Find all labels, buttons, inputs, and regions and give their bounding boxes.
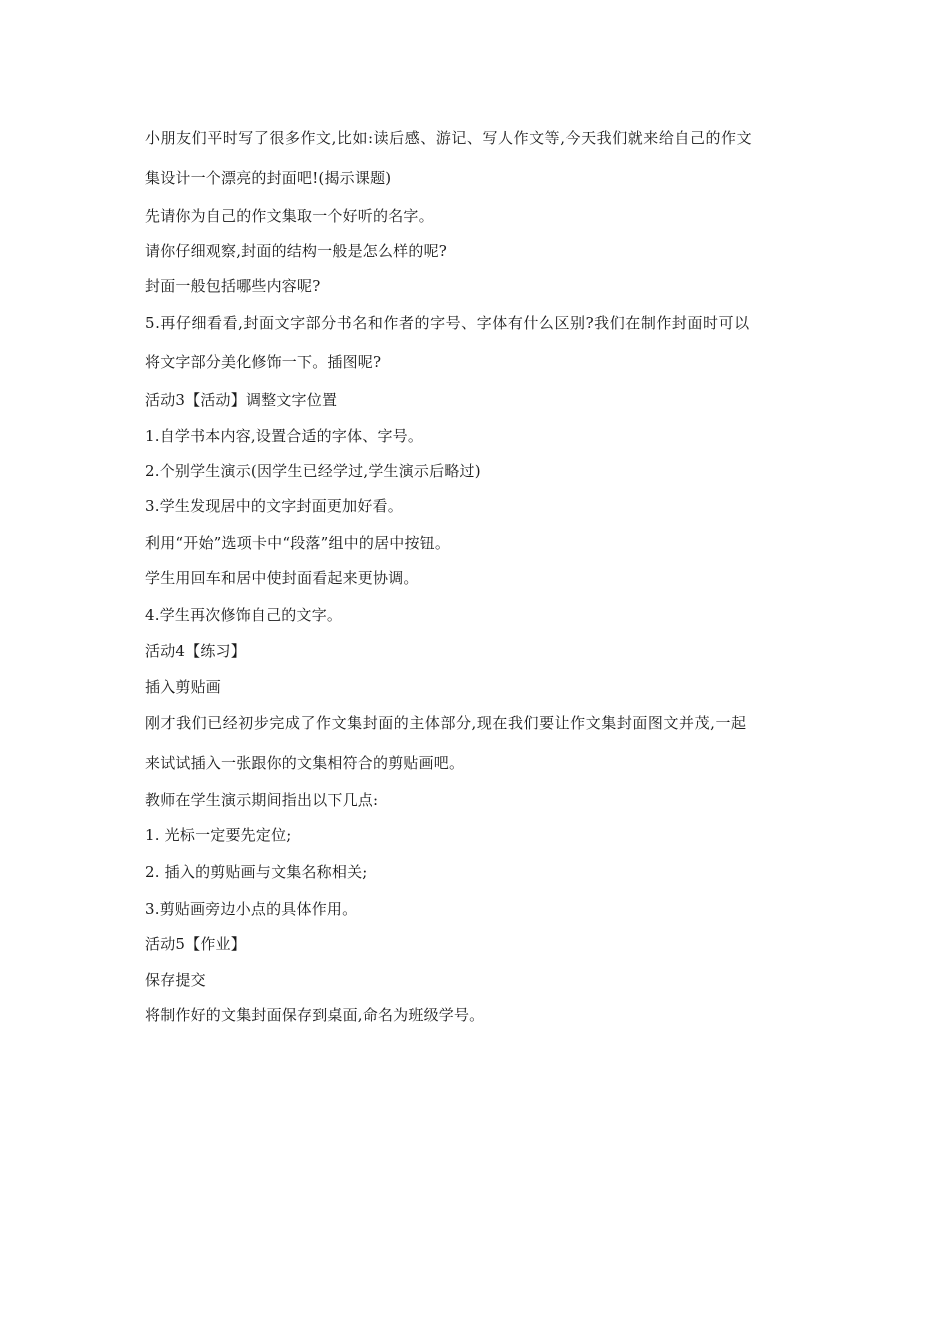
paragraph-item5-line-1: 5.再仔细看看,封面文字部分书名和作者的字号、字体有什么区别?我们在制作封面时可以: [145, 314, 750, 332]
subheading: 保存提交: [145, 971, 206, 989]
subheading: 插入剪贴画: [145, 678, 222, 696]
list-item: 2.个别学生演示(因学生已经学过,学生演示后略过): [145, 462, 481, 480]
text-line: 学生用回车和居中使封面看起来更协调。: [145, 569, 419, 587]
list-item: 3.剪贴画旁边小点的具体作用。: [145, 900, 358, 918]
text-line: 先请你为自己的作文集取一个好听的名字。: [145, 207, 434, 225]
list-item: 4.学生再次修饰自己的文字。: [145, 606, 343, 624]
section-heading-activity-5: 活动5【作业】: [145, 935, 246, 953]
list-item: 1. 光标一定要先定位;: [145, 826, 292, 844]
section-heading-activity-3: 活动3【活动】调整文字位置: [145, 391, 338, 409]
section-heading-activity-4: 活动4【练习】: [145, 642, 246, 660]
paragraph-clipart-line-2: 来试试插入一张跟你的文集相符合的剪贴画吧。: [145, 754, 465, 772]
text-line: 请你仔细观察,封面的结构一般是怎么样的呢?: [145, 242, 448, 260]
text-line: 将制作好的文集封面保存到桌面,命名为班级学号。: [145, 1006, 485, 1024]
text-line: 封面一般包括哪些内容呢?: [145, 277, 321, 295]
text-line: 教师在学生演示期间指出以下几点:: [145, 791, 379, 809]
list-item: 2. 插入的剪贴画与文集名称相关;: [145, 863, 368, 881]
paragraph-intro-line-2: 集设计一个漂亮的封面吧!(揭示课题): [145, 169, 392, 187]
paragraph-intro-line-1: 小朋友们平时写了很多作文,比如:读后感、游记、写人作文等,今天我们就来给自己的作文: [145, 129, 753, 147]
text-line: 利用“开始”选项卡中“段落”组中的居中按钮。: [145, 534, 451, 552]
paragraph-clipart-line-1: 刚才我们已经初步完成了作文集封面的主体部分,现在我们要让作文集封面图文并茂,一起: [145, 714, 747, 732]
paragraph-item5-line-2: 将文字部分美化修饰一下。插图呢?: [145, 353, 382, 371]
list-item: 3.学生发现居中的文字封面更加好看。: [145, 497, 403, 515]
list-item: 1.自学书本内容,设置合适的字体、字号。: [145, 427, 424, 445]
